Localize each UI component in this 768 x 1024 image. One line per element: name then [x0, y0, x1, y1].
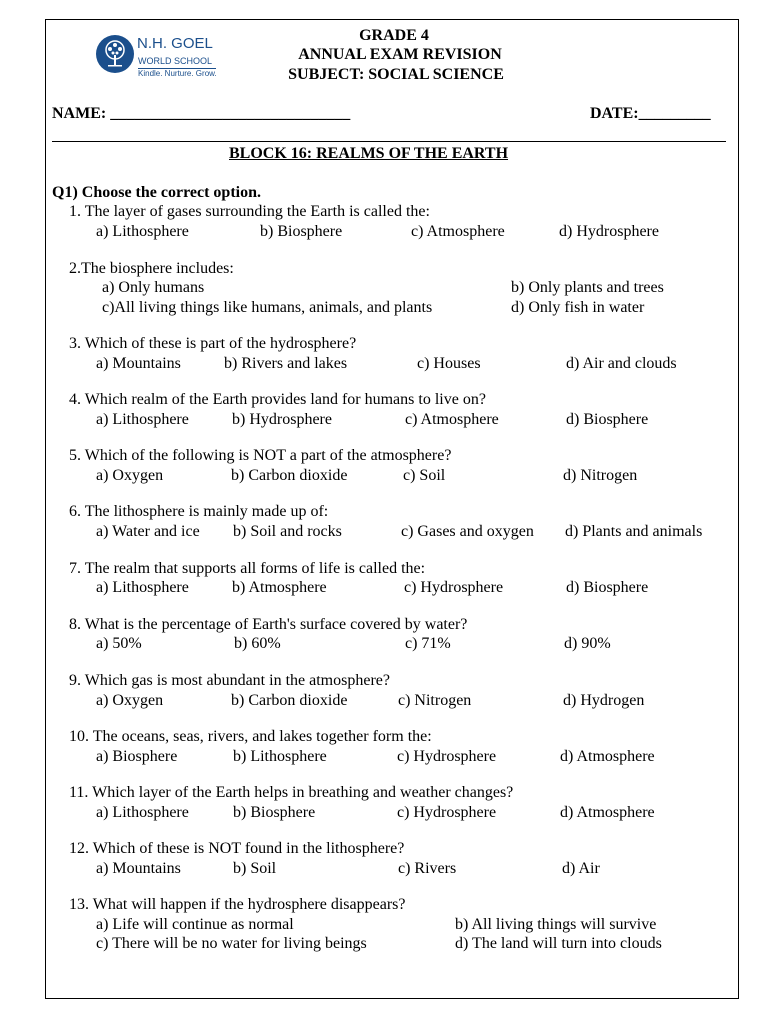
option-8c[interactable]: c) 71% [405, 635, 451, 652]
question-9: 9. Which gas is most abundant in the atmosphere? [69, 672, 390, 689]
option-11c[interactable]: c) Hydrosphere [397, 804, 497, 821]
school-tagline: Kindle. Nurture. Grow. [138, 69, 217, 78]
option-13b[interactable]: b) All living things will survive [455, 916, 657, 933]
option-4d[interactable]: d) Biosphere [566, 411, 649, 428]
exam-heading: ANNUAL EXAM REVISION [298, 46, 502, 63]
option-2a[interactable]: a) Only humans [102, 279, 205, 296]
question-3: 3. Which of these is part of the hydrosphere? [69, 335, 357, 352]
school-name: N.H. GOEL [137, 35, 213, 52]
question-8: 8. What is the percentage of Earth's surface covered by water? [69, 616, 468, 633]
option-5a[interactable]: a) Oxygen [96, 467, 164, 484]
question-13: 13. What will happen if the hydrosphere disappears? [69, 896, 406, 913]
option-6c[interactable]: c) Gases and oxygen [401, 523, 534, 540]
option-5c[interactable]: c) Soil [403, 467, 446, 484]
option-1c[interactable]: c) Atmosphere [411, 223, 505, 240]
option-4c[interactable]: c) Atmosphere [405, 411, 499, 428]
school-subtitle: WORLD SCHOOL [138, 56, 213, 66]
date-field[interactable]: DATE:_________ [590, 105, 711, 122]
option-12d[interactable]: d) Air [562, 860, 600, 877]
option-1b[interactable]: b) Biosphere [260, 223, 343, 240]
question-1: 1. The layer of gases surrounding the Earth is called the: [69, 203, 430, 220]
option-5d[interactable]: d) Nitrogen [563, 467, 638, 484]
option-9c[interactable]: c) Nitrogen [398, 692, 472, 709]
option-3b[interactable]: b) Rivers and lakes [224, 355, 348, 372]
option-7a[interactable]: a) Lithosphere [96, 579, 189, 596]
name-field[interactable]: NAME: ______________________________ [52, 105, 351, 122]
option-8b[interactable]: b) 60% [234, 635, 281, 652]
question-5: 5. Which of the following is NOT a part of the atmosphere? [69, 447, 452, 464]
option-11b[interactable]: b) Biosphere [233, 804, 316, 821]
option-2d[interactable]: d) Only fish in water [511, 299, 645, 316]
option-10c[interactable]: c) Hydrosphere [397, 748, 497, 765]
option-3a[interactable]: a) Mountains [96, 355, 181, 372]
option-13c[interactable]: c) There will be no water for living beings [96, 935, 367, 952]
option-10b[interactable]: b) Lithosphere [233, 748, 327, 765]
option-1d[interactable]: d) Hydrosphere [559, 223, 659, 240]
option-7c[interactable]: c) Hydrosphere [404, 579, 504, 596]
section-title: Q1) Choose the correct option. [52, 184, 261, 201]
option-9a[interactable]: a) Oxygen [96, 692, 164, 709]
option-7d[interactable]: d) Biosphere [566, 579, 649, 596]
option-10a[interactable]: a) Biosphere [96, 748, 178, 765]
option-4a[interactable]: a) Lithosphere [96, 411, 189, 428]
option-6b[interactable]: b) Soil and rocks [233, 523, 342, 540]
option-6a[interactable]: a) Water and ice [96, 523, 200, 540]
option-6d[interactable]: d) Plants and animals [565, 523, 703, 540]
option-2b[interactable]: b) Only plants and trees [511, 279, 664, 296]
option-4b[interactable]: b) Hydrosphere [232, 411, 332, 428]
question-7: 7. The realm that supports all forms of life is called the: [69, 560, 426, 577]
option-12c[interactable]: c) Rivers [398, 860, 457, 877]
option-5b[interactable]: b) Carbon dioxide [231, 467, 348, 484]
question-10: 10. The oceans, seas, rivers, and lakes together form the: [69, 728, 432, 745]
block-title: BLOCK 16: REALMS OF THE EARTH [229, 145, 509, 162]
question-6: 6. The lithosphere is mainly made up of: [69, 503, 329, 520]
option-12b[interactable]: b) Soil [233, 860, 277, 877]
option-8d[interactable]: d) 90% [564, 635, 611, 652]
option-10d[interactable]: d) Atmosphere [560, 748, 655, 765]
option-7b[interactable]: b) Atmosphere [232, 579, 327, 596]
option-12a[interactable]: a) Mountains [96, 860, 181, 877]
question-4: 4. Which realm of the Earth provides land for humans to live on? [69, 391, 486, 408]
option-13a[interactable]: a) Life will continue as normal [96, 916, 294, 933]
option-11d[interactable]: d) Atmosphere [560, 804, 655, 821]
divider-line [52, 141, 726, 142]
question-12: 12. Which of these is NOT found in the lithosphere? [69, 840, 405, 857]
subject-heading: SUBJECT: SOCIAL SCIENCE [288, 66, 504, 83]
option-2c[interactable]: c)All living things like humans, animals, and plants [102, 299, 433, 316]
option-9d[interactable]: d) Hydrogen [563, 692, 645, 709]
grade-heading: GRADE 4 [359, 27, 429, 44]
option-8a[interactable]: a) 50% [96, 635, 142, 652]
option-3d[interactable]: d) Air and clouds [566, 355, 677, 372]
question-11: 11. Which layer of the Earth helps in breathing and weather changes? [69, 784, 514, 801]
option-1a[interactable]: a) Lithosphere [96, 223, 189, 240]
option-13d[interactable]: d) The land will turn into clouds [455, 935, 662, 952]
question-2: 2.The biosphere includes: [69, 260, 234, 277]
option-11a[interactable]: a) Lithosphere [96, 804, 189, 821]
option-3c[interactable]: c) Houses [417, 355, 481, 372]
option-9b[interactable]: b) Carbon dioxide [231, 692, 348, 709]
